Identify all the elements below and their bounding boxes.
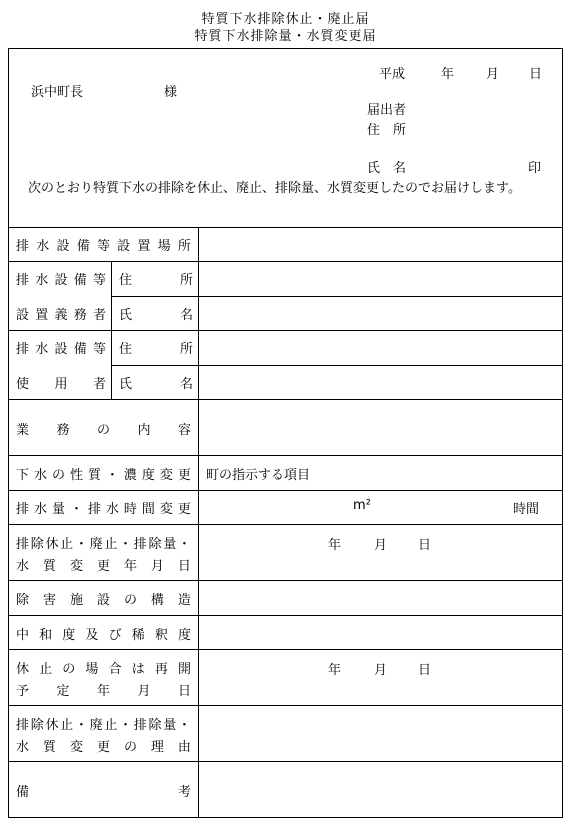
label-char: 廃 (89, 537, 103, 552)
label-char: 排 (16, 718, 30, 733)
label-char: ・ (105, 468, 119, 483)
year-unit: 年 (328, 663, 342, 678)
label-char: 内 (137, 423, 151, 438)
label-char: 設 (117, 239, 131, 254)
label-char: 量 (163, 537, 177, 552)
date-day-unit: 日 (529, 67, 543, 82)
label-user-line1 (16, 338, 106, 357)
label-char: 水 (35, 342, 49, 357)
label-char: 排 (16, 342, 30, 357)
label-char: び (108, 628, 122, 643)
form-title-line2: 特質下水排除量・水質変更届 (194, 29, 377, 44)
label-char: 備 (76, 239, 90, 254)
label-location (16, 235, 191, 254)
label-obligor-line1 (16, 269, 106, 288)
label-char: 容 (177, 423, 191, 438)
form-frame (8, 48, 563, 818)
label-quality-change (16, 464, 191, 483)
label-char: 水 (105, 502, 119, 517)
label-char: の (51, 468, 65, 483)
label-char: 場 (157, 239, 171, 254)
neutralization-field[interactable] (198, 616, 563, 649)
label-char: 所 (179, 273, 193, 288)
label-char: 水 (36, 239, 50, 254)
label-char: 名 (179, 377, 193, 392)
label-char: 稀 (131, 628, 145, 643)
abatement-field[interactable] (198, 581, 563, 615)
label-char: 除 (30, 718, 44, 733)
label-char: 量 (51, 502, 65, 517)
label-char: 排 (16, 273, 30, 288)
label-char: ・ (74, 718, 88, 733)
label-char: 定 (56, 684, 70, 699)
sub-label-user-name (119, 373, 193, 392)
label-char: 質 (87, 468, 101, 483)
label-char: 氏 (119, 308, 133, 323)
label-char: 害 (42, 593, 56, 608)
label-char: 下 (16, 468, 30, 483)
label-volume-change (16, 498, 191, 517)
label-char: 質 (42, 559, 56, 574)
label-reason-line1 (16, 714, 191, 733)
location-field[interactable] (198, 228, 563, 261)
label-char: 和 (39, 628, 53, 643)
reason-field[interactable] (198, 706, 563, 761)
label-char: 止 (60, 718, 74, 733)
label-user-line2 (16, 373, 106, 392)
label-char: 変 (159, 468, 173, 483)
label-char: 理 (150, 740, 164, 755)
label-char: 止 (104, 718, 118, 733)
label-char: 置 (137, 239, 151, 254)
label-char: 変 (69, 559, 83, 574)
label-char: 廃 (89, 718, 103, 733)
label-char: 量 (163, 718, 177, 733)
suspend-date-field[interactable] (198, 525, 563, 580)
volume-unit: m² (353, 498, 371, 513)
label-reason-line2 (16, 736, 191, 755)
label-suspend-date-line2 (16, 555, 191, 574)
label-char: 設 (96, 593, 110, 608)
label-char: ・ (177, 718, 191, 733)
label-char: ・ (177, 537, 191, 552)
label-char: 除 (148, 537, 162, 552)
label-char: 名 (179, 308, 193, 323)
label-neutralization (16, 624, 191, 643)
user-name-field[interactable] (198, 366, 563, 399)
label-char: 由 (177, 740, 191, 755)
label-char: 水 (33, 468, 47, 483)
label-char: ・ (119, 718, 133, 733)
label-reopen-line2 (16, 680, 191, 699)
label-char: 排 (133, 718, 147, 733)
label-char: 再 (154, 662, 168, 677)
month-unit: 月 (374, 538, 388, 553)
label-char: 月 (137, 684, 151, 699)
label-char: 備 (73, 342, 87, 357)
label-char: 者 (92, 377, 106, 392)
label-char: 休 (45, 718, 59, 733)
sub-label-obligor-address (119, 269, 193, 288)
label-char: 除 (148, 718, 162, 733)
volume-change-field[interactable] (198, 491, 563, 524)
label-char: 者 (92, 308, 106, 323)
label-char: 用 (54, 377, 68, 392)
user-address-field[interactable] (198, 331, 563, 365)
label-char: 合 (108, 662, 122, 677)
sub-label-user-address (119, 338, 193, 357)
label-char: 等 (96, 239, 110, 254)
label-char: 更 (177, 468, 191, 483)
label-char: 質 (42, 740, 56, 755)
label-char: 水 (33, 502, 47, 517)
label-char: 止 (60, 537, 74, 552)
day-unit: 日 (418, 538, 432, 553)
label-char: 変 (159, 502, 173, 517)
label-char: 度 (177, 628, 191, 643)
label-char: 住 (119, 342, 133, 357)
label-char: 日 (177, 684, 191, 699)
reopen-date-field[interactable] (198, 650, 563, 705)
label-char: 更 (96, 740, 110, 755)
label-char: 務 (56, 423, 70, 438)
label-char: は (131, 662, 145, 677)
month-unit: 月 (374, 663, 388, 678)
label-char: 義 (54, 308, 68, 323)
statement-text: 次のとおり特質下水の排除を休止、廃止、排除量、水質変更したのでお届けします。 (28, 181, 521, 196)
label-char: 中 (16, 628, 30, 643)
label-char: 設 (54, 342, 68, 357)
label-char: 住 (119, 273, 133, 288)
label-char: の (62, 662, 76, 677)
label-char: 休 (45, 537, 59, 552)
label-char: 考 (177, 785, 191, 800)
label-char: 排 (16, 502, 30, 517)
date-month-unit: 月 (486, 67, 500, 82)
label-char: 性 (69, 468, 83, 483)
label-char: ・ (74, 537, 88, 552)
label-remarks (16, 781, 191, 800)
label-char: 所 (177, 239, 191, 254)
label-char: 休 (16, 662, 30, 677)
label-char: 月 (150, 559, 164, 574)
label-char: の (123, 740, 137, 755)
label-abatement (16, 589, 191, 608)
label-char: 日 (177, 559, 191, 574)
label-char: 水 (16, 559, 30, 574)
label-char: ・ (119, 537, 133, 552)
label-char: 度 (62, 628, 76, 643)
label-char: の (123, 593, 137, 608)
label-char: 置 (35, 308, 49, 323)
obligor-name-field[interactable] (198, 297, 563, 330)
label-char: 及 (85, 628, 99, 643)
label-char: ・ (69, 502, 83, 517)
label-char: 設 (16, 308, 30, 323)
label-char: 水 (35, 273, 49, 288)
label-char: 使 (16, 377, 30, 392)
honorific: 様 (164, 85, 178, 100)
quality-change-value: 町の指示する項目 (206, 468, 311, 483)
business-field[interactable] (198, 400, 563, 455)
label-char: 構 (150, 593, 164, 608)
label-business (16, 419, 191, 438)
label-char: 年 (123, 559, 137, 574)
label-char: 氏 (119, 377, 133, 392)
label-char: 釈 (154, 628, 168, 643)
obligor-address-field[interactable] (198, 262, 563, 296)
label-char: 設 (56, 239, 70, 254)
label-char: 更 (96, 559, 110, 574)
quality-change-field[interactable] (198, 456, 563, 490)
label-char: 造 (177, 593, 191, 608)
date-year-unit: 年 (441, 67, 455, 82)
label-char: 止 (39, 662, 53, 677)
label-char: 備 (16, 785, 30, 800)
label-char: 開 (177, 662, 191, 677)
label-char: 場 (85, 662, 99, 677)
label-char: 時 (123, 502, 137, 517)
address-label: 住 所 (367, 123, 407, 138)
label-char: 業 (16, 423, 30, 438)
year-unit: 年 (328, 538, 342, 553)
label-char: 所 (179, 342, 193, 357)
day-unit: 日 (418, 663, 432, 678)
form-title-line1: 特質下水排除休止・廃止届 (201, 12, 370, 27)
addressee: 浜中町長 (31, 85, 84, 100)
label-char: 水 (16, 740, 30, 755)
date-era: 平成 (379, 67, 406, 82)
label-char: 除 (16, 593, 30, 608)
sub-label-obligor-name (119, 304, 193, 323)
label-reopen-line1 (16, 658, 191, 677)
label-char: 止 (104, 537, 118, 552)
hours-unit: 時間 (513, 502, 540, 517)
name-label: 氏 名 (367, 161, 407, 176)
label-char: 度 (141, 468, 155, 483)
label-char: 変 (69, 740, 83, 755)
label-char: の (96, 423, 110, 438)
label-char: 年 (96, 684, 110, 699)
label-char: 等 (92, 342, 106, 357)
label-char: 等 (92, 273, 106, 288)
label-char: 間 (141, 502, 155, 517)
label-char: 排 (133, 537, 147, 552)
label-char: 排 (16, 239, 30, 254)
submitter-label: 届出者 (367, 103, 407, 118)
label-obligor-line2 (16, 304, 106, 323)
label-char: 施 (69, 593, 83, 608)
label-char: 更 (177, 502, 191, 517)
label-char: 設 (54, 273, 68, 288)
label-char: 排 (16, 537, 30, 552)
label-char: 排 (87, 502, 101, 517)
label-char: 濃 (123, 468, 137, 483)
label-char: 除 (30, 537, 44, 552)
column-divider (111, 261, 112, 399)
label-suspend-date-line1 (16, 533, 191, 552)
label-char: 予 (16, 684, 30, 699)
label-char: 務 (73, 308, 87, 323)
seal-mark: 印 (528, 161, 542, 176)
remarks-field[interactable] (198, 762, 563, 817)
label-char: 備 (73, 273, 87, 288)
